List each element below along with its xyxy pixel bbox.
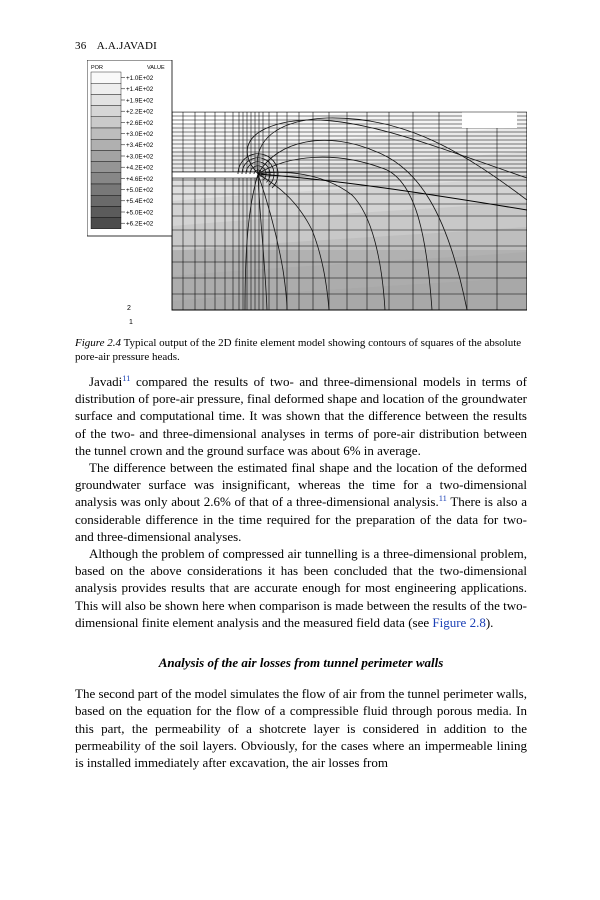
legend-value: +5.0E+02 (126, 187, 154, 194)
running-head-author: A.A.JAVADI (96, 40, 158, 52)
paragraph-text: ). (485, 614, 494, 630)
page-number: 36 (75, 40, 87, 52)
reference-link[interactable]: 11 (122, 373, 131, 383)
legend-title-left: POR (91, 65, 103, 71)
figure-caption (75, 336, 527, 364)
axis-mark-sub: 1 (129, 319, 133, 326)
legend-value: +5.0E+02 (126, 209, 154, 217)
tunnel-face (172, 172, 258, 178)
legend-swatch (91, 139, 121, 150)
paragraph-text: There is also a considerable difference in the time required for the preparation of the data for two- and three-dimensional analyses. (75, 494, 527, 544)
legend-value: +2.6E+02 (126, 119, 154, 127)
legend-value: +3.0E+02 (126, 131, 154, 138)
legend-swatch (91, 128, 121, 139)
paragraph (75, 459, 527, 545)
legend-swatch (91, 83, 121, 94)
figure-link[interactable]: Figure 2.8 (432, 614, 486, 630)
legend-swatch (91, 162, 121, 173)
legend-value: +3.0E+02 (126, 153, 154, 161)
legend-value: +4.6E+02 (126, 175, 154, 183)
legend-swatch (91, 94, 121, 105)
legend-value: +2.2E+02 (126, 108, 154, 116)
fe-mesh-contour-plot (87, 60, 527, 330)
legend-swatch (91, 173, 121, 184)
paragraph (75, 373, 527, 459)
legend-value: +3.4E+02 (126, 142, 154, 150)
legend-swatch (91, 184, 121, 195)
paragraph-text: Although the problem of compressed air tunnelling is a three-dimensional problem, based on the above considerations it has been concluded that the two-dimensional analysis provides results that are accurate enough for most engineering applications. This will also be shown here when comparison is made between the results of the two-dimensional finite element analysis and the measured field data (see (75, 546, 527, 630)
legend-swatch (91, 206, 121, 217)
paragraph-text: The difference between the estimated final shape and the location of the deformed groundwater surface was insignificant, whereas the time for a two-dimensional analysis was only about 2.6% of that of a three-dimensional analysis. (75, 460, 527, 510)
legend-value: +1.0E+02 (126, 75, 154, 82)
paragraph (75, 545, 527, 631)
legend-swatch (91, 72, 121, 83)
legend-value: +1.4E+02 (126, 86, 154, 94)
paragraph-text: compared the results of two- and three-dimensional models in terms of distribution of pore-air pressure, final deformed shape and location of the groundwater surface and computational time. It was shown that the difference between the results of the two- and three-dimensional analyses in terms of pore-air distribution between the tunnel crown and the ground surface was about 6% in average. (75, 374, 527, 458)
caption-label: Figure 2.4 (75, 337, 122, 349)
legend-swatch (91, 195, 121, 206)
running-head (75, 40, 157, 52)
figure-fe-contours (87, 60, 527, 330)
caption-text: Typical output of the 2D finite element model showing contours of squares of the absolute pore-air pressure heads. (75, 337, 522, 363)
body-text (75, 373, 527, 771)
axis-mark: 2 (127, 305, 131, 312)
legend-value: +4.2E+02 (126, 164, 154, 172)
legend-swatch (91, 106, 121, 117)
paragraph: The second part of the model simulates the flow of air from the tunnel perimeter walls, based on the equation for the flow of a compressible fluid through porous media. In this part, the permeability of a shotcrete layer is considered in addition to the permeability of the soil layers. Obviously, for the cases where an impermeable lining is installed immediately after excavation, the air losses from (75, 686, 527, 771)
reference-link[interactable]: 11 (438, 493, 447, 504)
section-heading: Analysis of the air losses from tunnel perimeter walls (158, 655, 444, 671)
paragraph-text: Javadi (89, 374, 123, 389)
legend-swatch (91, 117, 121, 128)
legend-value: +5.4E+02 (126, 198, 154, 206)
legend-title-right: VALUE (147, 65, 165, 71)
legend-value: +6.2E+02 (126, 220, 154, 228)
legend-swatch (91, 218, 121, 229)
legend-swatch (91, 150, 121, 161)
legend-value: +1.9E+02 (126, 97, 154, 105)
legend (87, 60, 172, 236)
